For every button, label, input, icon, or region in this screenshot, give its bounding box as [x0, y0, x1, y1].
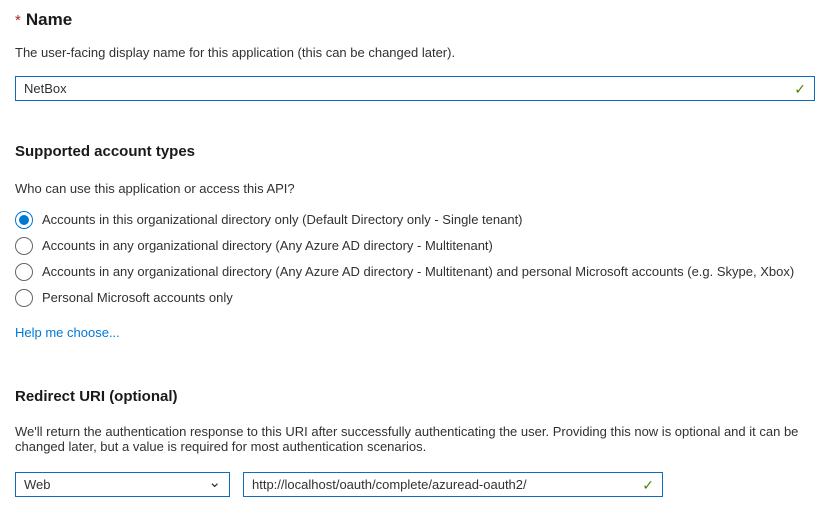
valid-check-icon: ✓	[794, 80, 806, 97]
radio-option-personal-only[interactable]	[15, 285, 815, 311]
name-input[interactable]	[24, 77, 788, 100]
chevron-down-icon: ⌄	[208, 473, 221, 491]
name-field-label	[15, 10, 815, 31]
required-asterisk: *	[15, 12, 21, 29]
platform-selected-value: Web	[24, 477, 51, 492]
platform-select-dropdown[interactable]	[15, 472, 230, 497]
valid-check-icon: ✓	[642, 476, 654, 493]
radio-option-multitenant[interactable]	[15, 233, 815, 259]
account-types-radio-group	[15, 207, 815, 311]
radio-option-label: Accounts in this organizational directory only (Default Directory only - Single tenant)	[42, 212, 523, 227]
name-label-text: Name	[25, 10, 73, 29]
account-types-question: Who can use this application or access this API?	[15, 181, 295, 196]
redirect-uri-row	[15, 472, 815, 497]
redirect-uri-title: Redirect URI (optional)	[15, 388, 178, 405]
radio-button-icon[interactable]	[15, 263, 33, 281]
radio-button-icon[interactable]	[15, 237, 33, 255]
help-me-choose-link[interactable]: Help me choose...	[15, 325, 120, 340]
radio-option-label: Personal Microsoft accounts only	[42, 290, 233, 305]
redirect-uri-input-wrapper[interactable]	[243, 472, 663, 497]
name-input-wrapper[interactable]	[15, 76, 815, 101]
radio-option-single-tenant[interactable]	[15, 207, 815, 233]
radio-button-icon[interactable]	[15, 211, 33, 229]
account-types-title: Supported account types	[15, 143, 196, 160]
radio-option-label: Accounts in any organizational directory (Any Azure AD directory - Multitenant)	[42, 238, 493, 253]
radio-option-label: Accounts in any organizational directory (Any Azure AD directory - Multitenant) and personal Microsoft accounts (e.g. Skype, Xbox)	[42, 264, 795, 279]
radio-button-icon[interactable]	[15, 289, 33, 307]
radio-option-multitenant-personal[interactable]	[15, 259, 815, 285]
redirect-uri-description: We'll return the authentication response to this URI after successfully authenticating the user. Providing this now is optional and it can be changed later, but a value is required for most authentication scenarios.	[15, 424, 799, 454]
name-description: The user-facing display name for this application (this can be changed later).	[15, 45, 456, 60]
redirect-uri-input[interactable]	[252, 473, 636, 496]
